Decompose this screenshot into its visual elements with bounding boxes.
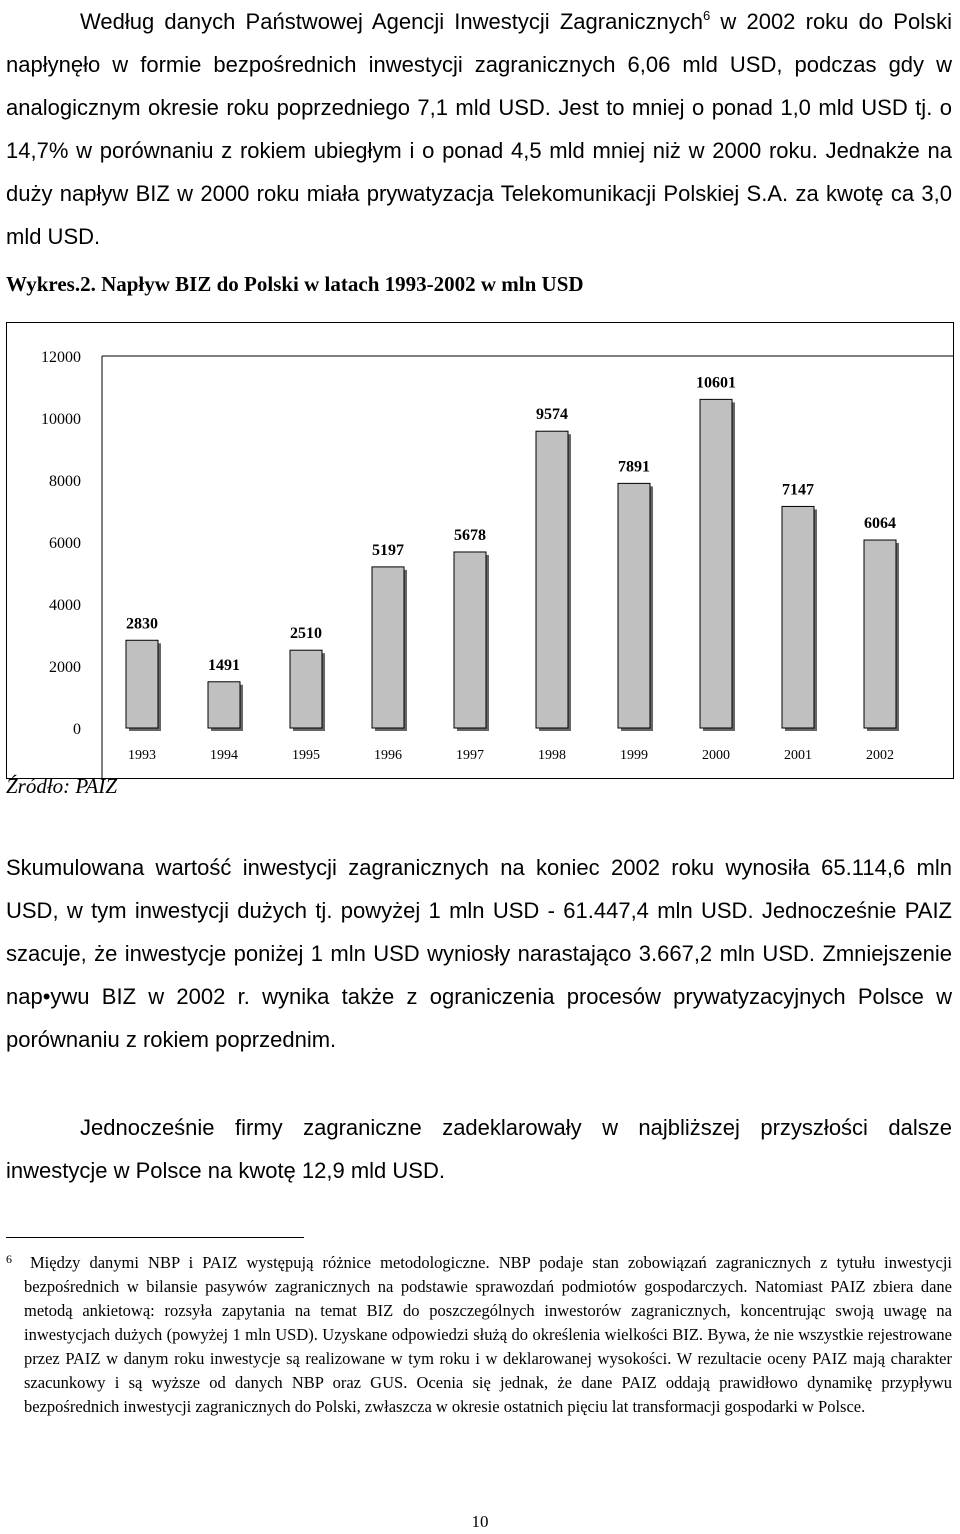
bar-value-label: 7147 (782, 481, 814, 499)
bar (372, 567, 404, 728)
x-tick-label: 1996 (374, 748, 402, 763)
x-tick-label: 1993 (128, 748, 156, 763)
declared-investments-text: Jednocześnie firmy zagraniczne zadeklarowały w najbliższej przyszłości dalsze inwestycje w Polsce na kwotę 12,9 mld USD. (6, 1115, 952, 1183)
y-tick-label: 0 (73, 721, 81, 738)
intro-text-start: Według danych Państwowej Agencji Inwestycji Zagranicznych (80, 9, 703, 34)
x-tick-label: 1994 (210, 748, 238, 763)
footnote-text: Między danymi NBP i PAIZ występują różnice metodologiczne. NBP podaje stan zobowiązań zagranicznych z tytułu inwestycji bezpośrednich w bilansie pasywów zagranicznych na podstawie sprawozdań podmiotów gospodarczych. Natomiast PAIZ zbiera dane metodą ankietową: rozsyła zapytania na temat BIZ do poszczególnych inwestorów zagranicznych, koncentrując swoją uwagę na inwestycjach dużych (powyżej 1 mln USD). Uzyskane odpowiedzi służą do określenia wielkości BIZ. Bywa, że nie wszystkie rejestrowane przez PAIZ w danym roku inwestycje są realizowane w tym roku i w deklarowanej wysokości. W rezultacie oceny PAIZ mają charakter szacunkowy i są wyższe od danych NBP oraz GUS. Ocenia się jednak, że dane PAIZ oddają prawidłowo dynamikę przypływu bezpośrednich inwestycji zagranicznych do Polski, zwłaszcza w okresie ostatnich pięciu lat transformacji gospodarki w Polsce. (24, 1253, 952, 1416)
bar-labels (126, 374, 896, 673)
bar (454, 552, 486, 728)
bar-chart (7, 323, 953, 778)
cumulative-value-paragraph: Skumulowana wartość inwestycji zagranicznych na koniec 2002 roku wynosiła 65.114,6 mln USD, w tym inwestycji dużych tj. powyżej 1 mln USD - 61.447,4 mln USD. Jednocześnie PAIZ szacuje, że inwestycje poniżej 1 mln USD wyniosły narastająco 3.667,2 mln USD. Zmniejszenie nap•ywu BIZ w 2002 r. wynika także z ograniczenia procesów prywatyzacyjnych Polsce w porównaniu z rokiem poprzednim. (6, 855, 952, 1052)
bar (864, 540, 896, 728)
bar-value-label: 9574 (536, 406, 568, 424)
bar (536, 431, 568, 728)
footnote-mark: 6 (6, 1252, 12, 1266)
y-axis-ticks (41, 349, 81, 738)
intro-paragraph (6, 0, 952, 258)
y-tick-label: 12000 (41, 349, 81, 366)
x-tick-label: 1998 (538, 748, 566, 763)
bar-value-label: 2510 (290, 625, 322, 643)
y-tick-label: 4000 (49, 597, 81, 614)
bar-value-label: 10601 (696, 374, 736, 392)
page-number: 10 (471, 1512, 489, 1531)
chart-source: Źródło: PAIZ (6, 774, 118, 798)
footnote-divider (6, 1237, 304, 1238)
bar (700, 399, 732, 728)
bar-value-label: 1491 (208, 656, 240, 674)
intro-text-rest: w 2002 roku do Polski napłynęło w formie bezpośrednich inwestycji zagranicznych 6,06 mld USD, podczas gdy w analogicznym okresie roku poprzedniego 7,1 mld USD. Jest to mniej o ponad 1,0 mld USD tj. o 14,7% w porównaniu z rokiem ubiegłym i o ponad 4,5 mld mniej niż w 2000 roku. Jednakże na duży napływ BIZ w 2000 roku miała prywatyzacja Telekomunikacji Polskiej S.A. za kwotę ca 3,0 mld USD. (6, 9, 952, 249)
x-tick-label: 2000 (702, 748, 730, 763)
y-tick-label: 2000 (49, 659, 81, 676)
x-axis-ticks (128, 748, 894, 763)
x-tick-label: 1995 (292, 748, 320, 763)
footnote-reference[interactable]: 6 (702, 8, 711, 23)
bar (290, 650, 322, 728)
bar-value-label: 7891 (618, 458, 650, 476)
declared-investments-paragraph (6, 1106, 952, 1192)
bar (782, 506, 814, 728)
bar-value-label: 6064 (864, 515, 896, 533)
bar-value-label: 5197 (372, 541, 404, 559)
y-tick-label: 6000 (49, 535, 81, 552)
x-tick-label: 2002 (866, 748, 894, 763)
bars (126, 399, 899, 731)
bar (618, 483, 650, 728)
x-tick-label: 1999 (620, 748, 648, 763)
chart-frame (6, 322, 954, 779)
bar (126, 640, 158, 728)
x-tick-label: 1997 (456, 748, 484, 763)
x-tick-label: 2001 (784, 748, 812, 763)
bar-value-label: 2830 (126, 615, 158, 633)
y-tick-label: 8000 (49, 473, 81, 490)
chart-title: Wykres.2. Napływ BIZ do Polski w latach 1993-2002 w mln USD (6, 272, 584, 296)
bar (208, 682, 240, 728)
bar-value-label: 5678 (454, 526, 486, 544)
y-tick-label: 10000 (41, 411, 81, 428)
